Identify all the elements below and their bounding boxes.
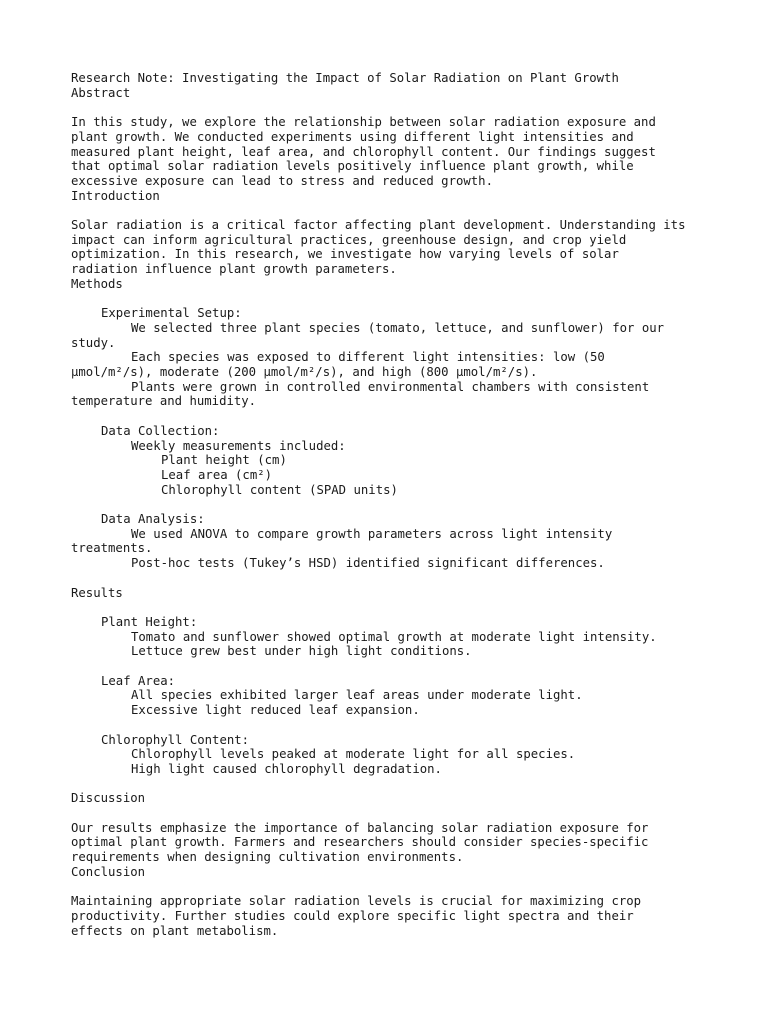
spacer — [71, 600, 711, 615]
conclusion-line: productivity. Further studies could explore specific light spectra and their — [71, 908, 634, 923]
spacer — [71, 292, 711, 307]
spacer — [71, 806, 711, 821]
abstract-line: that optimal solar radiation levels positively influence plant growth, while — [71, 159, 634, 174]
spacer — [71, 880, 711, 895]
setup-line: μmol/m²/s), moderate (200 μmol/m²/s), and high (800 μmol/m²/s). — [71, 365, 538, 380]
introduction-line: optimization. In this research, we investigate how varying levels of solar — [71, 247, 619, 262]
setup-line: temperature and humidity. — [71, 394, 257, 409]
data-analysis-heading: Data Analysis: — [101, 512, 205, 527]
spacer — [71, 203, 711, 218]
discussion-line: requirements when designing cultivation environments. — [71, 850, 464, 865]
result-line: Excessive light reduced leaf expansion. — [131, 703, 420, 718]
spacer — [71, 409, 711, 424]
leaf-area-heading: Leaf Area: — [101, 673, 176, 688]
results-heading: Results — [71, 585, 123, 600]
collection-intro: Weekly measurements included: — [131, 438, 346, 453]
abstract-line: measured plant height, leaf area, and chlorophyll content. Our findings suggest — [71, 144, 656, 159]
introduction-heading: Introduction — [71, 188, 160, 203]
abstract-line: excessive exposure can lead to stress and reduced growth. — [71, 173, 493, 188]
result-line: All species exhibited larger leaf areas under moderate light. — [131, 688, 583, 703]
conclusion-heading: Conclusion — [71, 864, 146, 879]
spacer — [71, 497, 711, 512]
discussion-line: Our results emphasize the importance of balancing solar radiation exposure for — [71, 820, 649, 835]
abstract-line: In this study, we explore the relationship between solar radiation exposure and — [71, 115, 656, 130]
data-collection-heading: Data Collection: — [101, 423, 220, 438]
collection-item: Plant height (cm) — [161, 453, 287, 468]
spacer — [71, 100, 711, 115]
document-title: Research Note: Investigating the Impact of Solar Radiation on Plant Growth — [71, 71, 619, 85]
setup-line: We selected three plant species (tomato, lettuce, and sunflower) for our — [131, 320, 665, 335]
methods-heading: Methods — [71, 276, 123, 291]
introduction-line: impact can inform agricultural practices, greenhouse design, and crop yield — [71, 232, 627, 247]
spacer — [71, 659, 711, 674]
conclusion-line: effects on plant metabolism. — [71, 923, 279, 938]
analysis-line: treatments. — [71, 541, 153, 556]
discussion-line: optimal plant growth. Farmers and researchers should consider species-specific — [71, 835, 649, 850]
setup-line: Each species was exposed to different light intensities: low (50 — [131, 350, 605, 365]
spacer — [71, 571, 711, 586]
plant-height-heading: Plant Height: — [101, 614, 198, 629]
experimental-setup-heading: Experimental Setup: — [101, 306, 242, 321]
spacer — [71, 777, 711, 792]
abstract-line: plant growth. We conducted experiments using different light intensities and — [71, 129, 634, 144]
introduction-line: radiation influence plant growth parameters. — [71, 262, 397, 277]
setup-line: Plants were grown in controlled environmental chambers with consistent — [131, 379, 650, 394]
analysis-line: We used ANOVA to compare growth parameters across light intensity — [131, 526, 613, 541]
conclusion-line: Maintaining appropriate solar radiation levels is crucial for maximizing crop — [71, 894, 642, 909]
analysis-line: Post-hoc tests (Tukey’s HSD) identified significant differences. — [131, 556, 605, 571]
collection-item: Leaf area (cm²) — [161, 467, 273, 482]
result-line: Lettuce grew best under high light conditions. — [131, 644, 472, 659]
discussion-heading: Discussion — [71, 791, 146, 806]
abstract-heading: Abstract — [71, 85, 131, 100]
chlorophyll-content-heading: Chlorophyll Content: — [101, 732, 250, 747]
setup-line: study. — [71, 335, 116, 350]
spacer — [71, 718, 711, 733]
introduction-line: Solar radiation is a critical factor affecting plant development. Understanding its — [71, 218, 686, 232]
result-line: Tomato and sunflower showed optimal growth at moderate light intensity. — [131, 629, 657, 644]
collection-item: Chlorophyll content (SPAD units) — [161, 482, 398, 497]
document-page — [71, 71, 711, 938]
result-line: Chlorophyll levels peaked at moderate light for all species. — [131, 747, 576, 762]
result-line: High light caused chlorophyll degradation. — [131, 761, 442, 776]
